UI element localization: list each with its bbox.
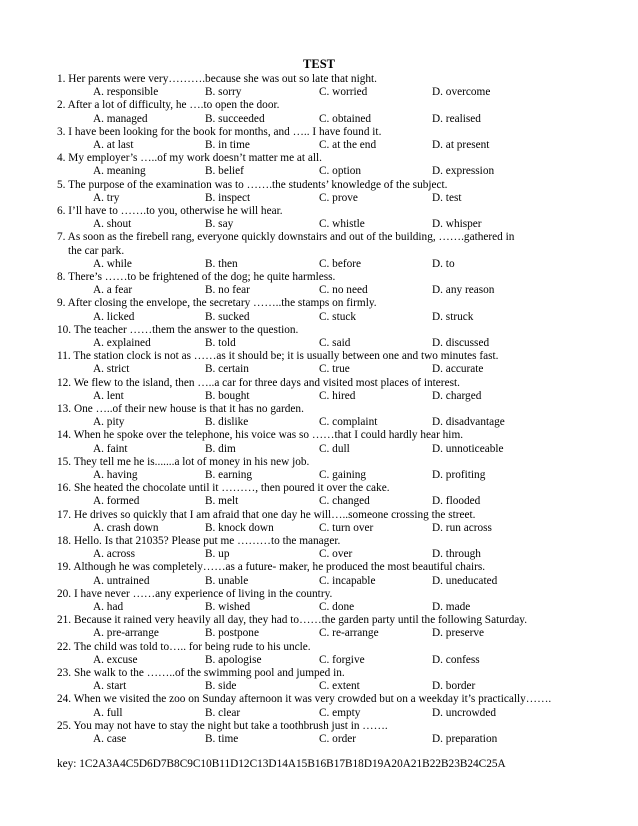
answer-option: A. crash down [93, 521, 159, 534]
answer-option: B. unable [205, 574, 249, 587]
answer-option: B. succeeded [205, 112, 265, 125]
answer-option: C. before [319, 257, 362, 270]
question-text: 6. I’ll have to …….to you, otherwise he will hear. [57, 205, 283, 217]
answer-option: D. run across [432, 521, 492, 534]
answer-option: C. dull [319, 442, 350, 455]
answer-option: B. sorry [205, 86, 242, 99]
answer-option: C. true [319, 363, 350, 376]
question-text: 5. The purpose of the examination was to …….the students’ knowledge of the subject. [57, 178, 448, 191]
question-stem [57, 456, 617, 469]
answer-option: C. forgive [319, 653, 365, 666]
answer-option: D. uneducated [432, 574, 498, 587]
answer-options [93, 258, 613, 271]
question-stem [57, 588, 617, 601]
question-text: 19. Although he was completely……as a future- maker, he produced the most beautiful chairs. [57, 561, 486, 574]
answer-options [93, 86, 613, 99]
answer-option: A. managed [93, 112, 148, 125]
answer-option: B. melt [205, 495, 239, 508]
question-stem [57, 324, 617, 337]
question-stem [57, 535, 617, 548]
answer-option: C. no need [319, 284, 368, 297]
question-text: 14. When he spoke over the telephone, his voice was so ……that I could hardly hear him. [57, 429, 464, 442]
answer-option: D. expression [432, 165, 495, 178]
answer-option: B. wished [205, 601, 251, 613]
answer-option: A. untrained [93, 574, 150, 587]
question-stem [57, 720, 617, 733]
answer-option: D. through [432, 548, 481, 561]
answer-option: C. empty [319, 706, 361, 719]
question-stem [57, 693, 617, 706]
answer-option: D. accurate [432, 363, 484, 376]
answer-option: D. overcome [432, 86, 491, 99]
answer-options [93, 522, 613, 535]
answer-option: A. try [93, 191, 120, 204]
answer-option: B. knock down [205, 521, 274, 534]
answer-options [93, 627, 613, 640]
answer-option: C. complaint [319, 416, 378, 429]
question-text: 9. After closing the envelope, the secretary ……..the stamps on firmly. [57, 297, 377, 310]
answer-option: D. test [432, 191, 462, 204]
answer-option: A. explained [93, 337, 151, 349]
answer-option: D. to [432, 257, 455, 270]
question-text: 1. Her parents were very……….because she was out so late that night. [57, 73, 377, 85]
question-text: 2. After a lot of difficulty, he ….to open the door. [57, 99, 280, 112]
question-text: 17. He drives so quickly that I am afraid that one day he will…..someone crossing the street. [57, 508, 476, 521]
answer-options [93, 707, 613, 720]
question-stem [57, 73, 617, 86]
answer-option: A. shout [93, 218, 132, 231]
answer-option: B. belief [205, 165, 244, 178]
answer-option: A. meaning [93, 165, 146, 178]
answer-option: D. uncrowded [432, 706, 496, 719]
question-text: 23. She walk to the ……..of the swimming pool and jumped in. [57, 667, 345, 679]
answer-option: B. up [205, 548, 230, 561]
answer-option: B. dislike [205, 416, 249, 429]
answer-options [93, 284, 613, 297]
answer-option: B. earning [205, 469, 253, 481]
answer-option: C. turn over [319, 521, 374, 534]
answer-option: A. responsible [93, 86, 159, 99]
answer-option: B. no fear [205, 284, 250, 297]
answer-option: B. apologise [205, 653, 262, 666]
answer-option: D. discussed [432, 337, 490, 349]
answer-option: A. full [93, 706, 123, 719]
answer-option: C. obtained [319, 112, 372, 125]
answer-options [93, 495, 613, 508]
answer-option: A. a fear [93, 284, 133, 297]
answer-option: A. while [93, 257, 132, 270]
answer-option: A. excuse [93, 653, 138, 666]
answer-options [93, 469, 613, 482]
answer-option: B. told [205, 337, 236, 349]
answer-option: D. disadvantage [432, 416, 505, 429]
question-stem [57, 429, 617, 442]
question-stem [57, 614, 617, 627]
answer-option: D. confess [432, 653, 480, 666]
answer-option: C. stuck [319, 310, 357, 323]
answer-options [93, 311, 613, 324]
question-stem [57, 667, 617, 680]
question-stem [57, 99, 617, 112]
answer-options [93, 416, 613, 429]
answer-options [93, 139, 613, 152]
answer-option: D. any reason [432, 284, 495, 297]
question-stem [57, 482, 617, 495]
question-text: 25. You may not have to stay the night but take a toothbrush just in ……. [57, 719, 388, 732]
question-stem [57, 641, 617, 654]
answer-option: C. option [319, 165, 362, 178]
answer-option: A. formed [93, 495, 140, 508]
answer-option: D. flooded [432, 495, 481, 508]
answer-option: A. faint [93, 442, 128, 455]
answer-option: B. sucked [205, 310, 250, 323]
answer-option: D. border [432, 680, 476, 693]
answer-option: C. changed [319, 495, 370, 508]
answer-options [93, 575, 613, 588]
answer-option: B. time [205, 733, 239, 745]
answer-option: D. made [432, 601, 471, 613]
answer-option: C. re-arrange [319, 627, 379, 640]
answer-option: C. over [319, 548, 353, 561]
answer-option: C. done [319, 601, 355, 613]
answer-option: D. at present [432, 139, 490, 151]
answer-option: B. side [205, 680, 237, 693]
answer-option: A. case [93, 733, 127, 745]
answer-option: C. incapable [319, 574, 376, 587]
answer-option: A. had [93, 601, 124, 613]
question-text: 11. The station clock is not as ……as it should be; it is usually between one and two minutes fast. [57, 350, 499, 363]
question-text: 15. They tell me he is.......a lot of money in his new job. [57, 455, 310, 468]
document-title: TEST [303, 57, 335, 71]
question-stem [57, 561, 617, 574]
answer-option: A. across [93, 548, 136, 561]
answer-options [93, 654, 613, 667]
answer-options [93, 113, 613, 126]
question-text: 8. There’s ……to be frightened of the dog; he quite harmless. [57, 271, 336, 283]
question-stem [57, 271, 617, 284]
question-text: 16. She heated the chocolate until it ………, then poured it over the cake. [57, 482, 390, 495]
answer-option: C. at the end [319, 139, 377, 151]
question-text: 13. One …..of their new house is that it has no garden. [57, 403, 304, 415]
question-stem [57, 377, 617, 390]
question-stem [57, 152, 617, 165]
answer-options [93, 733, 613, 746]
question-stem [57, 509, 617, 522]
question-text: 10. The teacher ……them the answer to the question. [57, 323, 299, 336]
answer-option: B. clear [205, 706, 241, 719]
question-text: 4. My employer’s …..of my work doesn’t matter me at all. [57, 152, 323, 165]
answer-options [93, 548, 613, 561]
answer-option: C. prove [319, 191, 358, 204]
answer-option: A. pre-arrange [93, 627, 159, 640]
answer-options [93, 680, 613, 693]
answer-option: B. dim [205, 442, 236, 455]
question-text: 3. I have been looking for the book for months, and ….. I have found it. [57, 125, 382, 138]
answer-option: C. hired [319, 389, 356, 402]
answer-option: B. then [205, 257, 238, 270]
answer-option: B. certain [205, 363, 249, 376]
answer-option: D. preserve [432, 627, 485, 640]
question-text: 20. I have never ……any experience of living in the country. [57, 587, 333, 600]
answer-options [93, 363, 613, 376]
answer-option: B. postpone [205, 627, 259, 640]
question-text: 12. We flew to the island, then …..a car for three days and visited most places of interest. [57, 376, 460, 389]
answer-option: A. having [93, 469, 138, 481]
question-stem [57, 126, 617, 139]
answer-options [93, 218, 613, 231]
answer-option: B. inspect [205, 191, 251, 204]
answer-key: key: 1C2A3A4C5D6D7B8C9C10B11D12C13D14A15B16B17B18D19A20A21B22B23B24C25A [57, 758, 506, 770]
answer-option: A. start [93, 680, 127, 693]
question-stem [57, 179, 617, 192]
question-stem [57, 231, 617, 257]
question-stem [57, 350, 617, 363]
answer-option: C. gaining [319, 469, 367, 481]
answer-option: B. say [205, 218, 234, 231]
answer-option: A. at last [93, 139, 134, 151]
question-text: 7. As soon as the firebell rang, everyone quickly downstairs and out of the building, …….gathered in [57, 231, 515, 244]
answer-option: A. licked [93, 310, 135, 323]
answer-option: D. whisper [432, 218, 482, 231]
answer-option: D. profiting [432, 469, 486, 481]
question-stem [57, 403, 617, 416]
question-text: 24. When we visited the zoo on Sunday afternoon it was very crowded but on a weekday it’s practically……. [57, 693, 552, 706]
answer-options [93, 165, 613, 178]
answer-option: B. in time [205, 139, 250, 151]
answer-options [93, 601, 613, 614]
answer-option: D. realised [432, 112, 481, 125]
answer-option: C. said [319, 337, 351, 349]
answer-option: D. struck [432, 310, 474, 323]
answer-options [93, 390, 613, 403]
answer-option: C. worried [319, 86, 368, 99]
answer-option: D. preparation [432, 733, 498, 745]
answer-option: A. pity [93, 416, 125, 429]
question-text: 21. Because it rained very heavily all day, they had to……the garden party until the following Saturday. [57, 614, 528, 627]
answer-option: C. whistle [319, 218, 365, 231]
question-text: 18. Hello. Is that 21035? Please put me ………to the manager. [57, 535, 341, 547]
question-stem [57, 205, 617, 218]
answer-option: C. order [319, 733, 357, 745]
answer-options [93, 443, 613, 456]
answer-options [93, 192, 613, 205]
question-text: 22. The child was told to….. for being rude to his uncle. [57, 640, 311, 653]
answer-option: B. bought [205, 389, 250, 402]
answer-options [93, 337, 613, 350]
question-text-continued: the car park. [68, 244, 125, 257]
answer-option: D. charged [432, 389, 482, 402]
answer-option: C. extent [319, 680, 360, 693]
answer-option: A. strict [93, 363, 130, 376]
question-stem [57, 297, 617, 310]
answer-option: A. lent [93, 389, 124, 402]
answer-option: D. unnoticeable [432, 442, 504, 455]
